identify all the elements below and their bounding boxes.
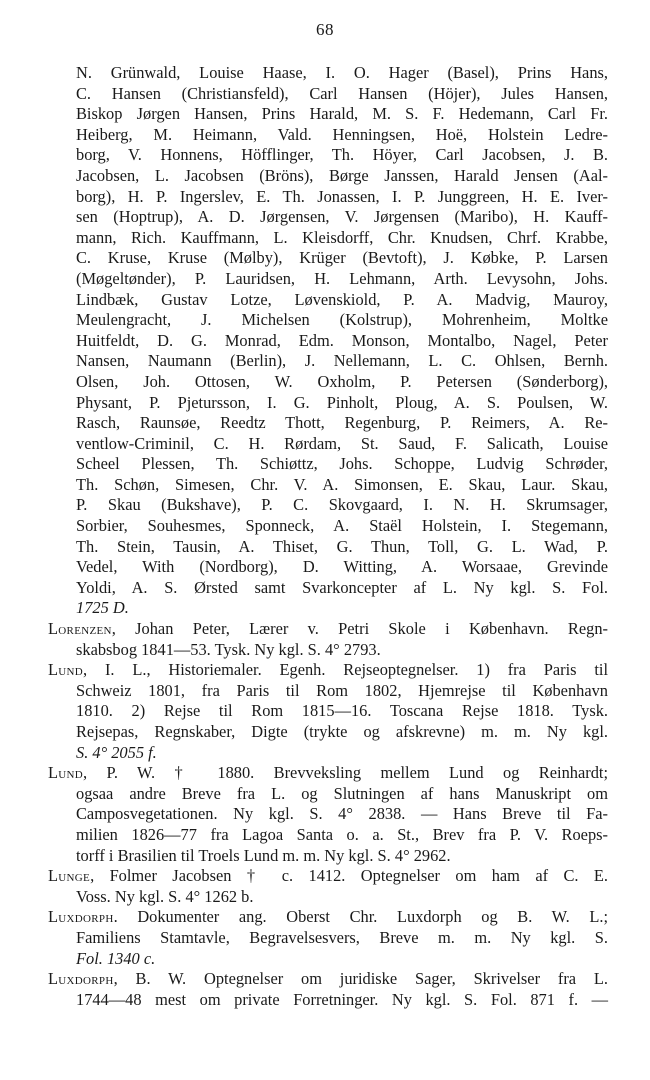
entry-heading-line: Lund, I. L., Historiemaler. Egenh. Rejseoptegnelser. 1) fra Paris til xyxy=(48,660,608,680)
text-line: Meulengracht, J. Michelsen (Kolstrup), Mohrenheim, Moltke xyxy=(76,310,608,330)
text-line: Nansen, Naumann (Berlin), J. Nellemann, L. C. Ohlsen, Bernh. xyxy=(76,351,608,371)
entry-name: Lund xyxy=(48,660,84,680)
text-line: N. Grünwald, Louise Haase, I. O. Hager (Basel), Prins Hans, xyxy=(76,63,608,82)
text-line: Jacobsen, L. Jacobsen (Bröns), Børge Janssen, Harald Jensen (Aal- xyxy=(76,165,608,185)
text-line: S. 4° 2055 f. xyxy=(76,742,157,762)
text-line: borg), H. P. Ingerslev, E. Th. Jonassen, I. P. Junggreen, H. E. Iver- xyxy=(76,186,608,206)
text-line: 1725 D. xyxy=(76,598,129,618)
text-line: Heiberg, M. Heimann, Vald. Henningsen, Hoë, Holstein Ledre- xyxy=(76,124,608,144)
text-line: Rejsepas, Regnskaber, Digte (trykte og afskrevne) m. m. Ny kgl. xyxy=(76,722,608,741)
entry-heading-line: Lund, P. W. † 1880. Brevveksling mellem Lund og Reinhardt; xyxy=(48,763,608,783)
text-line: Familiens Stamtavle, Begravelsesvers, Breve m. m. Ny kgl. S. xyxy=(76,927,608,947)
entry-heading-line: Lunge, Folmer Jacobsen † c. 1412. Optegnelser om ham af C. E. xyxy=(48,866,608,886)
entry-name: Luxdorph xyxy=(48,969,114,989)
text-line: milien 1826—77 fra Lagoa Santa o. a. St., Brev fra P. V. Roeps- xyxy=(76,824,608,844)
entry-name: Lorenzen xyxy=(48,619,112,639)
text-line: Huitfeldt, D. G. Monrad, Edm. Monson, Montalbo, Nagel, Peter xyxy=(76,330,608,350)
text-line: Sorbier, Souhesmes, Sponneck, A. Staël Holstein, I. Stegemann, xyxy=(76,516,608,536)
entry-name: Luxdorph xyxy=(48,907,114,927)
text-line: C. Hansen (Christiansfeld), Carl Hansen (Höjer), Jules Hansen, xyxy=(76,83,608,103)
text-line: Lindbæk, Gustav Lotze, Løvenskiold, P. A. Madvig, Mauroy, xyxy=(76,289,608,309)
text-line: sen (Hoptrup), A. D. Jørgensen, V. Jørgensen (Maribo), H. Kauff- xyxy=(76,207,608,227)
text-line: Vedel, With (Nordborg), D. Witting, A. Worsaae, Grevinde xyxy=(76,557,608,577)
text-line: C. Kruse, Kruse (Mølby), Krüger (Bevtoft), J. Købke, P. Larsen xyxy=(76,248,608,268)
text-line: Th. Schøn, Simesen, Chr. V. A. Simonsen, E. Skau, Laur. Skau, xyxy=(76,474,608,494)
text-line: (Møgeltønder), P. Lauridsen, H. Lehmann, Arth. Levysohn, Johs. xyxy=(76,268,608,288)
text-line: borg, V. Honnens, Höfflinger, Th. Höyer, Carl Jacobsen, J. B. xyxy=(76,145,608,165)
page-number: 68 xyxy=(316,20,334,39)
text-line: Physant, P. Pjetursson, I. G. Pinholt, Ploug, A. S. Poulsen, W. xyxy=(76,392,608,412)
entry-name: Lund xyxy=(48,763,84,783)
text-line: 1744—48 mest om private Forretninger. Ny kgl. S. Fol. 871 f. — xyxy=(76,989,608,1009)
text-line: Fol. 1340 c. xyxy=(76,948,156,968)
text-line: P. Skau (Bukshave), P. C. Skovgaard, I. N. H. Skrumsager, xyxy=(76,495,608,515)
text-line: Schweiz 1801, fra Paris til Rom 1802, Hjemrejse til København xyxy=(76,680,608,700)
register-text xyxy=(48,63,608,1010)
text-line: Rasch, Raunsøe, Reedtz Thott, Regenburg, P. Reimers, A. Re- xyxy=(76,413,608,433)
text-line: mann, Rich. Kauffmann, L. Kleisdorff, Chr. Knudsen, Chrf. Krabbe, xyxy=(76,227,608,247)
text-line: torff i Brasilien til Troels Lund m. m. Ny kgl. S. 4° 2962. xyxy=(76,845,451,865)
text-line: ventlow-Criminil, C. H. Rørdam, St. Saud, F. Salicath, Louise xyxy=(76,433,608,453)
text-line: Biskop Jørgen Hansen, Prins Harald, M. S. F. Hedemann, Carl Fr. xyxy=(76,104,608,124)
text-line: Camposvegetationen. Ny kgl. S. 4° 2838. — Hans Breve til Fa- xyxy=(76,804,608,824)
text-line: skabsbog 1841—53. Tysk. Ny kgl. S. 4° 2793. xyxy=(76,639,381,659)
entry-heading-line: Lorenzen, Johan Peter, Lærer v. Petri Skole i København. Regn- xyxy=(48,619,608,639)
text-line: Th. Stein, Tausin, A. Thiset, G. Thun, Toll, G. L. Wad, P. xyxy=(76,536,608,556)
text-line: Scheel Plessen, Th. Schiøttz, Johs. Schoppe, Ludvig Schrøder, xyxy=(76,454,608,474)
text-line: 1810. 2) Rejse til Rom 1815—16. Toscana Rejse 1818. Tysk. xyxy=(76,701,608,721)
text-line: Olsen, Joh. Ottosen, W. Oxholm, P. Petersen (Sønderborg), xyxy=(76,371,608,391)
text-line: ogsaa andre Breve fra L. og Slutningen af hans Manuskript om xyxy=(76,783,608,803)
entry-heading-line: Luxdorph. Dokumenter ang. Oberst Chr. Luxdorph og B. W. L.; xyxy=(48,907,608,927)
entry-heading-line: Luxdorph, B. W. Optegnelser om juridiske Sager, Skrivelser fra L. xyxy=(48,969,608,989)
text-line: Voss. Ny kgl. S. 4° 1262 b. xyxy=(76,886,254,906)
text-line: Yoldi, A. S. Ørsted samt Svarkoncepter af L. Ny kgl. S. Fol. xyxy=(76,577,608,597)
entry-name: Lunge xyxy=(48,866,91,886)
